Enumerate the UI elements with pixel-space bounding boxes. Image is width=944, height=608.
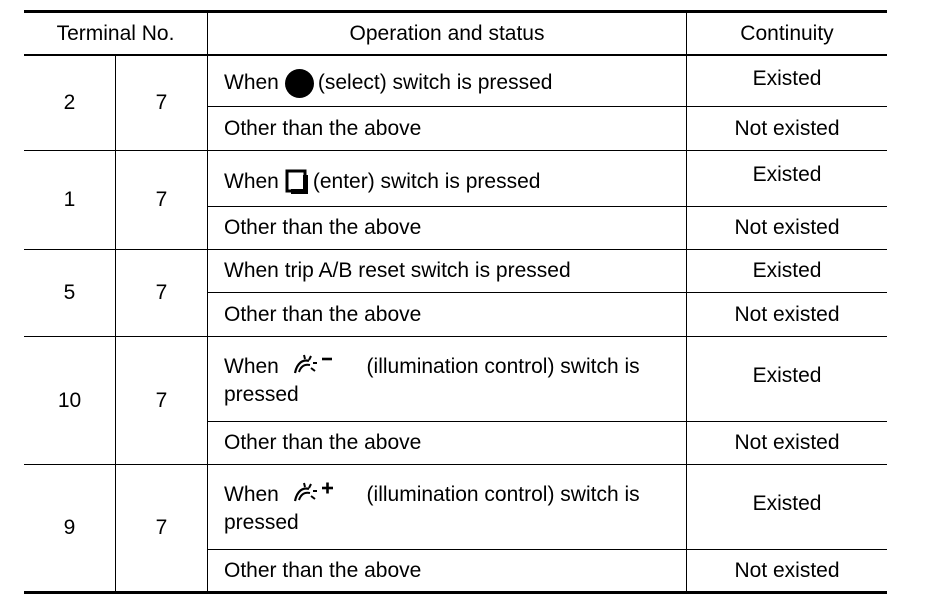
header-operation-label: Operation and status [349,21,545,45]
continuity-value: Existed [752,67,822,90]
operation-line-2: pressed [224,511,299,534]
continuity-cell [687,207,887,249]
continuity-value: Existed [752,259,822,282]
operation-description: (illumination control) switch is [366,355,640,378]
illumination-minus-icon [291,353,335,377]
continuity-value: Existed [752,364,822,387]
operation-line-1 [224,353,682,381]
header-terminal [24,13,207,54]
continuity-cell [687,163,887,187]
continuity-value: Not existed [734,116,840,140]
operation-other-cell [208,422,686,464]
operation-when: When [224,71,279,94]
terminal-continuity-table [24,10,887,594]
terminal-a-value: 2 [63,91,76,114]
continuity-cell [687,107,887,150]
square-icon [285,169,309,195]
operation-other-text: Other than the above [224,431,422,454]
filled-circle-icon [285,69,314,98]
operation-description: (enter) switch is pressed [312,170,541,193]
operation-pressed-cell [208,158,686,206]
terminal-a-value: 5 [63,281,76,304]
continuity-value: Not existed [734,558,840,582]
operation-pressed-cell [224,481,682,537]
operation-description: (illumination control) switch is [366,483,640,506]
header-terminal-label: Terminal No. [56,21,175,45]
operation-pressed-cell [224,353,682,409]
terminal-b-cell [116,250,207,336]
operation-other-text: Other than the above [224,216,422,239]
continuity-cell [687,364,887,388]
continuity-cell [687,492,887,516]
terminal-a-cell [24,465,115,591]
continuity-value: Existed [752,163,822,186]
operation-pressed-cell [208,60,686,106]
terminal-a-cell [24,337,115,464]
operation-when: When [224,355,279,378]
terminal-a-cell [24,250,115,336]
terminal-a-cell [24,56,115,150]
continuity-value: Not existed [734,431,840,454]
continuity-cell [687,550,887,591]
continuity-cell [687,67,887,91]
terminal-b-cell [116,465,207,591]
illumination-plus-icon [291,481,335,505]
operation-other-cell [208,207,686,249]
terminal-b-cell [116,337,207,464]
continuity-cell [687,422,887,464]
operation-description: (select) switch is pressed [317,71,553,94]
terminal-b-value: 7 [155,388,168,412]
continuity-cell [687,250,887,292]
operation-pressed-cell [208,250,686,292]
header-operation [208,13,686,54]
operation-other-cell [208,293,686,336]
terminal-b-value: 7 [155,281,168,304]
terminal-b-cell [116,151,207,249]
continuity-value: Not existed [734,216,840,239]
terminal-b-value: 7 [155,516,168,539]
operation-when: When [224,170,279,193]
terminal-a-value: 9 [63,516,76,539]
operation-other-text: Other than the above [224,558,422,582]
operation-when: When [224,483,279,506]
operation-line-1 [224,481,682,509]
terminal-b-value: 7 [155,188,168,211]
terminal-b-value: 7 [155,91,168,114]
header-continuity [687,13,887,54]
continuity-value: Not existed [734,302,840,326]
continuity-value: Existed [752,492,822,515]
operation-other-text: Other than the above [224,116,422,140]
header-continuity-label: Continuity [740,21,834,45]
operation-pressed-text: When trip A/B reset switch is pressed [224,259,571,282]
continuity-cell [687,293,887,336]
terminal-a-value: 10 [57,388,82,412]
operation-other-text: Other than the above [224,302,422,326]
operation-line-2: pressed [224,383,299,406]
operation-other-cell [208,550,686,591]
table-bottom-border [24,591,887,594]
terminal-a-cell [24,151,115,249]
operation-other-cell [208,107,686,150]
terminal-a-value: 1 [63,188,76,211]
terminal-b-cell [116,56,207,150]
